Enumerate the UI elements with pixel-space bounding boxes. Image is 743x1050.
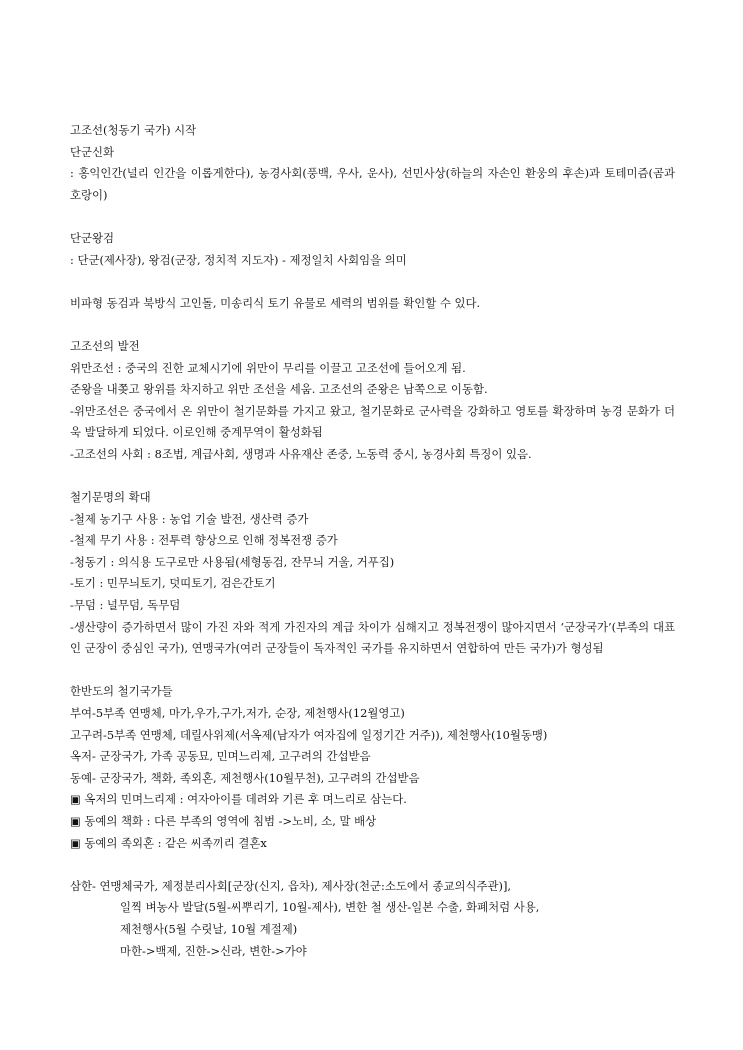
paragraph-samhan: 삼한- 연맹체국가, 제정분리사회[군장(신지, 읍차), 제사장(천군:소도에서 종교의식주관)],: [70, 878, 512, 893]
paragraph-gojoseon-society: -고조선의 사회 : 8조법, 계급사회, 생명과 사유재산 존중, 노동력 중시, 농경사회 특징이 있음.: [70, 446, 532, 461]
spacer: [70, 271, 675, 293]
spacer: [70, 314, 675, 336]
heading-dangun-wanggeom: 단군왕검: [70, 230, 115, 245]
spacer: [70, 466, 675, 488]
section-samhan: [70, 876, 675, 962]
paragraph-wiman-joseon: 위만조선 : 중국의 진한 교체시기에 위만이 무리를 이끌고 고조선에 들어오게 됨.: [70, 360, 466, 375]
list-item: -무덤 : 널무덤, 독무덤: [70, 598, 181, 613]
section-dangun-wanggeom: [70, 228, 675, 271]
paragraph-samhan-festival: 제천행사(5월 수릿날, 10월 계절제): [120, 921, 298, 936]
note-dongye-chaekhwa: ▣ 동예의 책화 : 다른 부족의 영역에 침범 ->노비, 소, 말 배상: [70, 814, 377, 828]
paragraph-samhan-detail: 일찍 벼농사 발달(5월-씨뿌리기, 10월-제사), 변한 철 생산-일본 수출, 화폐처럼 사용,: [120, 900, 540, 915]
heading-iron-states: 한반도의 철기국가들: [70, 684, 173, 699]
section-gojoseon-development: [70, 336, 675, 466]
paragraph-dangun-myth: : 홍익인간(널리 인간을 이롭게한다), 농경사회(풍백, 우사, 운사), 선민사상(하늘의 자손인 환웅의 후손)과 토테미즘(곰과 호랑이): [70, 166, 675, 202]
list-item-buyeo: 부여-5부족 연맹체, 마가,우가,구가,저가, 순장, 제천행사(12월영고): [70, 706, 405, 721]
paragraph-samhan-successors: 마한->백제, 진한->신라, 변한->가야: [120, 943, 307, 958]
list-item-goguryeo: 고구려-5부족 연맹체, 데릴사위제(서옥제(남자가 여자집에 일정기간 거주)), 제천행사(10월동맹): [70, 727, 548, 742]
list-item-dongye: 동예- 군장국가, 책화, 족외혼, 제천행사(10월무천), 고구려의 간섭받음: [70, 770, 420, 785]
paragraph-iron-culture: -위만조선은 중국에서 온 위만이 철기문화를 가지고 왔고, 철기문화로 군사력을 강화하고 영토를 확장하며 농경 문화가 더욱 발달하게 되었다. 이로인해 중계무역이 활성화됨: [70, 403, 675, 440]
section-iron-age: [70, 487, 675, 660]
paragraph-dangun-wanggeom: : 단군(제사장), 왕검(군장, 정치적 지도자) - 제정일치 사회임을 의미: [70, 252, 407, 267]
section-gojoseon-start: [70, 120, 675, 206]
heading-gojoseon-development: 고조선의 발전: [70, 338, 140, 353]
section-iron-states: [70, 681, 675, 854]
spacer: [70, 660, 675, 682]
list-item: -철제 무기 사용 : 전투력 향상으로 인해 정복전쟁 증가: [70, 533, 338, 548]
note-okjeo: ▣ 옥저의 민며느리제 : 여자아이를 데려와 기른 후 며느리로 삼는다.: [70, 792, 407, 807]
list-item: -철제 농기구 사용 : 농업 기술 발전, 생산력 증가: [70, 511, 309, 526]
paragraph-class-division: -생산량이 증가하면서 많이 가진 자와 적게 가진자의 계급 차이가 심해지고 정복전쟁이 많아지면서 ‘군장국가’(부족의 대표인 군장이 중심인 국가), 연맹국가(여러 군장들이 독자적인 국가를 유지하면서 연합하여 만든 국가)가 형성됨: [70, 619, 675, 656]
heading-iron-age: 철기문명의 확대: [70, 490, 151, 505]
section-artifacts: [70, 293, 675, 315]
paragraph-artifacts: 비파형 동검과 북방식 고인돌, 미송리식 토기 유물로 세력의 범위를 확인할 수 있다.: [70, 295, 481, 310]
spacer: [70, 854, 675, 876]
heading-gojoseon: 고조선(청동기 국가) 시작: [70, 123, 197, 137]
list-item: -청동기 : 의식용 도구로만 사용됨(세형동검, 잔무늬 거울, 거푸집): [70, 554, 395, 569]
note-dongye-exogamy: ▣ 동예의 족외혼 : 같은 씨족끼리 결혼x: [70, 835, 267, 850]
list-item-okjeo: 옥저- 군장국가, 가족 공동묘, 민며느리제, 고구려의 간섭받음: [70, 749, 371, 764]
list-item: -토기 : 민무늬토기, 덧띠토기, 검은간토기: [70, 576, 276, 591]
spacer: [70, 206, 675, 228]
heading-dangun-myth: 단군신화: [70, 144, 115, 159]
document-body: [70, 120, 675, 962]
paragraph-junwang: 준왕을 내쫒고 왕위를 차지하고 위만 조선을 세움. 고조선의 준왕은 남쪽으로 이동함.: [70, 382, 488, 397]
